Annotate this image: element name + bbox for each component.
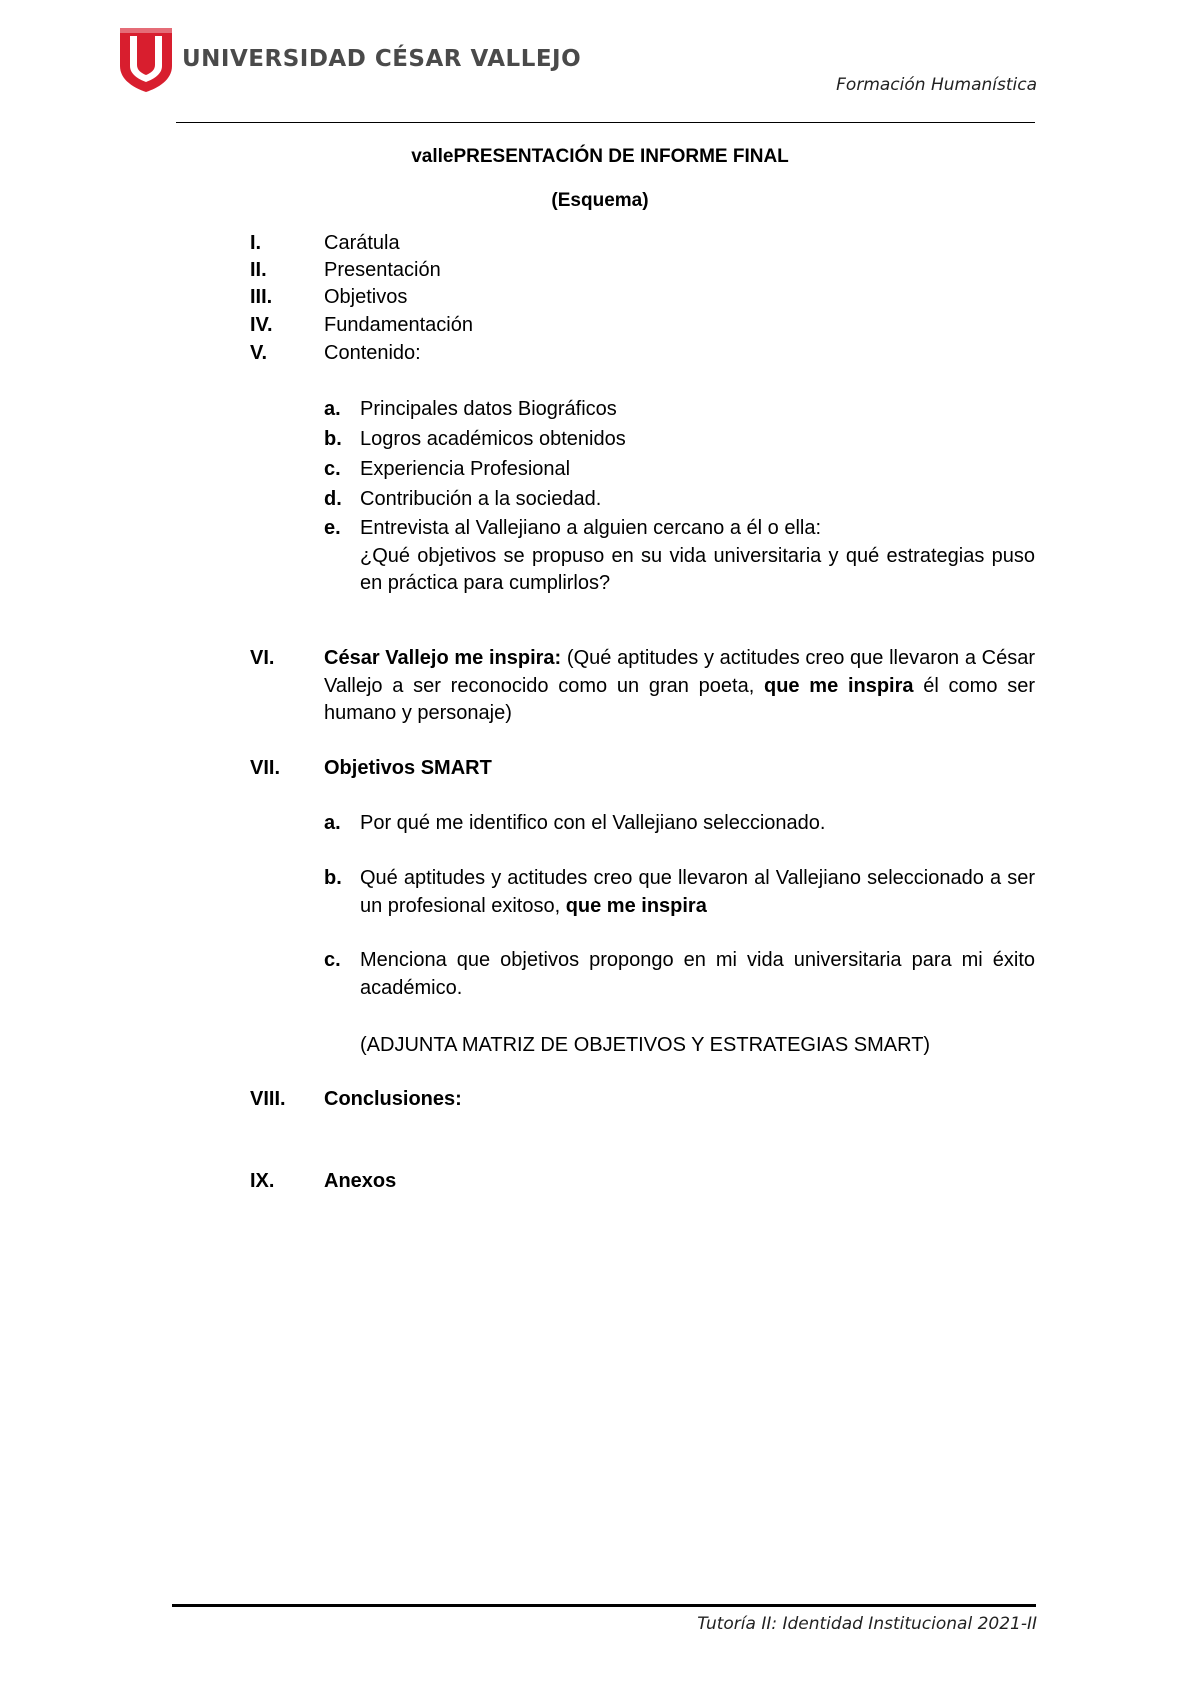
sub-item-text: Experiencia Profesional	[360, 458, 571, 480]
section-vi-title: César Vallejo me inspira:	[324, 647, 562, 669]
section-vi-text: (Qué aptitudes y actitudes creo que llevaron a César Vallejo a ser reconocido como un gran poeta,	[324, 647, 1035, 697]
sub-item-b-bold: que me inspira	[565, 894, 707, 917]
sub-item-letter: d.	[324, 488, 342, 510]
sub-item-text: Contribución a la sociedad.	[360, 488, 602, 510]
document-subtitle: (Esquema)	[551, 190, 649, 211]
section-vi-body	[324, 645, 1035, 728]
sub-item	[324, 515, 1035, 598]
item-label: Objetivos	[324, 286, 408, 308]
sub-item	[324, 865, 1035, 920]
header-divider	[176, 122, 1035, 123]
sub-item-letter: b.	[324, 867, 342, 889]
sub-item-text: Logros académicos obtenidos	[360, 428, 626, 450]
sub-item-text: Menciona que objetivos propongo en mi vida universitaria para mi éxito académico.	[360, 949, 1035, 999]
footer-text: Tutoría II: Identidad Institucional 2021-II	[697, 1614, 1037, 1634]
footer-divider	[172, 1604, 1036, 1607]
header-section-label: Formación Humanística	[836, 75, 1037, 95]
interview-question: ¿Qué objetivos se propuso en su vida universitaria y qué estrategias puso en práctica para cumplirlos?	[360, 544, 1035, 594]
university-logo	[118, 22, 582, 100]
sub-item-text: Principales datos Biográficos	[360, 398, 617, 420]
item-number: V.	[250, 342, 268, 364]
section-vi-text-end: él como ser humano y personaje)	[324, 674, 1035, 724]
sub-item-letter: a.	[324, 812, 341, 834]
sub-item-letter: c.	[324, 458, 341, 480]
sub-item-letter: a.	[324, 398, 341, 420]
sub-item	[324, 486, 1035, 514]
section-number: VIII.	[250, 1088, 286, 1110]
sub-item-text	[360, 865, 1035, 920]
item-label: Contenido:	[324, 342, 421, 364]
item-number: I.	[250, 232, 262, 254]
item-label: Fundamentación	[324, 314, 473, 336]
section-number: VII.	[250, 757, 281, 779]
sub-item	[324, 810, 1035, 838]
sub-item	[324, 396, 1035, 424]
item-label: Presentación	[324, 259, 441, 281]
item-number: IV.	[250, 314, 273, 336]
section-title: Anexos	[324, 1170, 397, 1192]
university-name: UNIVERSIDAD CÉSAR VALLEJO	[182, 46, 582, 72]
section-number: IX.	[250, 1170, 275, 1192]
sub-item-b-text: Qué aptitudes y actitudes creo que llevaron al Vallejiano seleccionado a ser un profesional exitoso,	[360, 867, 1035, 917]
document-title: vallePRESENTACIÓN DE INFORME FINAL	[411, 146, 789, 167]
sub-item-text: Por qué me identifico con el Vallejiano seleccionado.	[360, 812, 826, 834]
smart-matrix-note: (ADJUNTA MATRIZ DE OBJETIVOS Y ESTRATEGIAS SMART)	[360, 1034, 931, 1056]
section-vi-bold: que me inspira	[764, 674, 914, 697]
sub-item-letter: c.	[324, 949, 341, 971]
item-number: III.	[250, 286, 273, 308]
item-number: II.	[250, 259, 267, 281]
sub-item-text: Entrevista al Vallejiano a alguien cercano a él o ella:	[360, 517, 822, 539]
university-shield-icon	[118, 22, 174, 94]
sub-item	[324, 426, 1035, 454]
item-label: Carátula	[324, 232, 400, 254]
section-number: VI.	[250, 647, 275, 669]
section-title: Objetivos SMART	[324, 757, 492, 779]
sub-item	[324, 456, 1035, 484]
sub-item-letter: b.	[324, 428, 342, 450]
sub-item	[324, 947, 1035, 1002]
sub-item-letter: e.	[324, 517, 341, 539]
section-title: Conclusiones:	[324, 1088, 462, 1110]
